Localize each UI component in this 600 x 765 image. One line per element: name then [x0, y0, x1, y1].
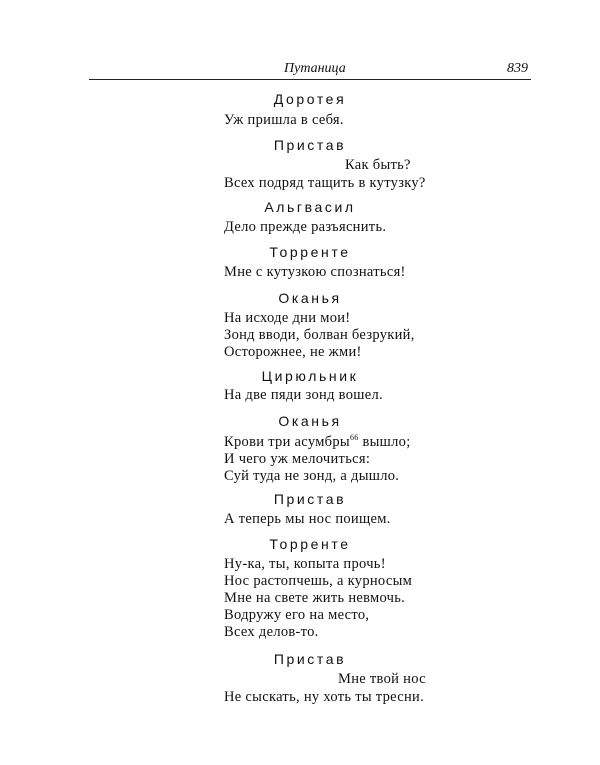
- speaker-name: Пристав: [273, 137, 347, 153]
- verse-line: Как быть?: [345, 157, 411, 173]
- speaker-name: Цирюльник: [261, 368, 359, 384]
- verse-line: Мне с кутузкою спознаться!: [224, 264, 406, 280]
- verse-line: И чего уж мелочиться:: [224, 451, 371, 467]
- verse-line: А теперь мы нос поищем.: [224, 511, 391, 527]
- verse-line: Уж пришла в себя.: [224, 112, 344, 128]
- verse-line: Мне на свете жить невмочь.: [224, 590, 406, 606]
- verse-text: Крови три асумбры: [224, 433, 350, 450]
- verse-line: Всех подряд тащить в кутузку?: [224, 175, 426, 191]
- verse-line: Не сыскать, ну хоть ты тресни.: [224, 689, 425, 705]
- verse-line: Ну-ка, ты, копыта прочь!: [224, 556, 386, 572]
- header-rule: [89, 79, 531, 80]
- verse-line: Нос растопчешь, а курносым: [224, 573, 413, 589]
- speaker-name: Торренте: [269, 536, 351, 552]
- speaker-name: Альгвасил: [264, 199, 356, 215]
- verse-line: Зонд вводи, болван безрукий,: [224, 327, 415, 343]
- verse-text: вышло;: [358, 433, 411, 450]
- verse-line: Всех делов-то.: [224, 624, 319, 640]
- footnote-marker[interactable]: 66: [349, 433, 359, 442]
- speaker-name: Торренте: [269, 244, 351, 260]
- speaker-name: Пристав: [273, 651, 347, 667]
- verse-line: Водружу его на место,: [224, 607, 370, 623]
- verse-line: Суй туда не зонд, а дышло.: [224, 468, 400, 484]
- page-number: 839: [507, 61, 528, 76]
- speaker-name: Оканья: [278, 290, 342, 306]
- verse-line: Мне твой нос: [338, 671, 426, 687]
- verse-line: На исходе дни мои!: [224, 310, 351, 326]
- verse-line: Осторожнее, не жми!: [224, 344, 362, 360]
- verse-line: Дело прежде разъяснить.: [224, 219, 387, 235]
- verse-line: На две пяди зонд вошел.: [224, 387, 383, 403]
- speaker-name: Пристав: [273, 491, 347, 507]
- speaker-name: Доротея: [273, 91, 347, 107]
- running-title: Путаница: [284, 61, 346, 76]
- verse-line: [224, 433, 411, 451]
- speaker-name: Оканья: [278, 413, 342, 429]
